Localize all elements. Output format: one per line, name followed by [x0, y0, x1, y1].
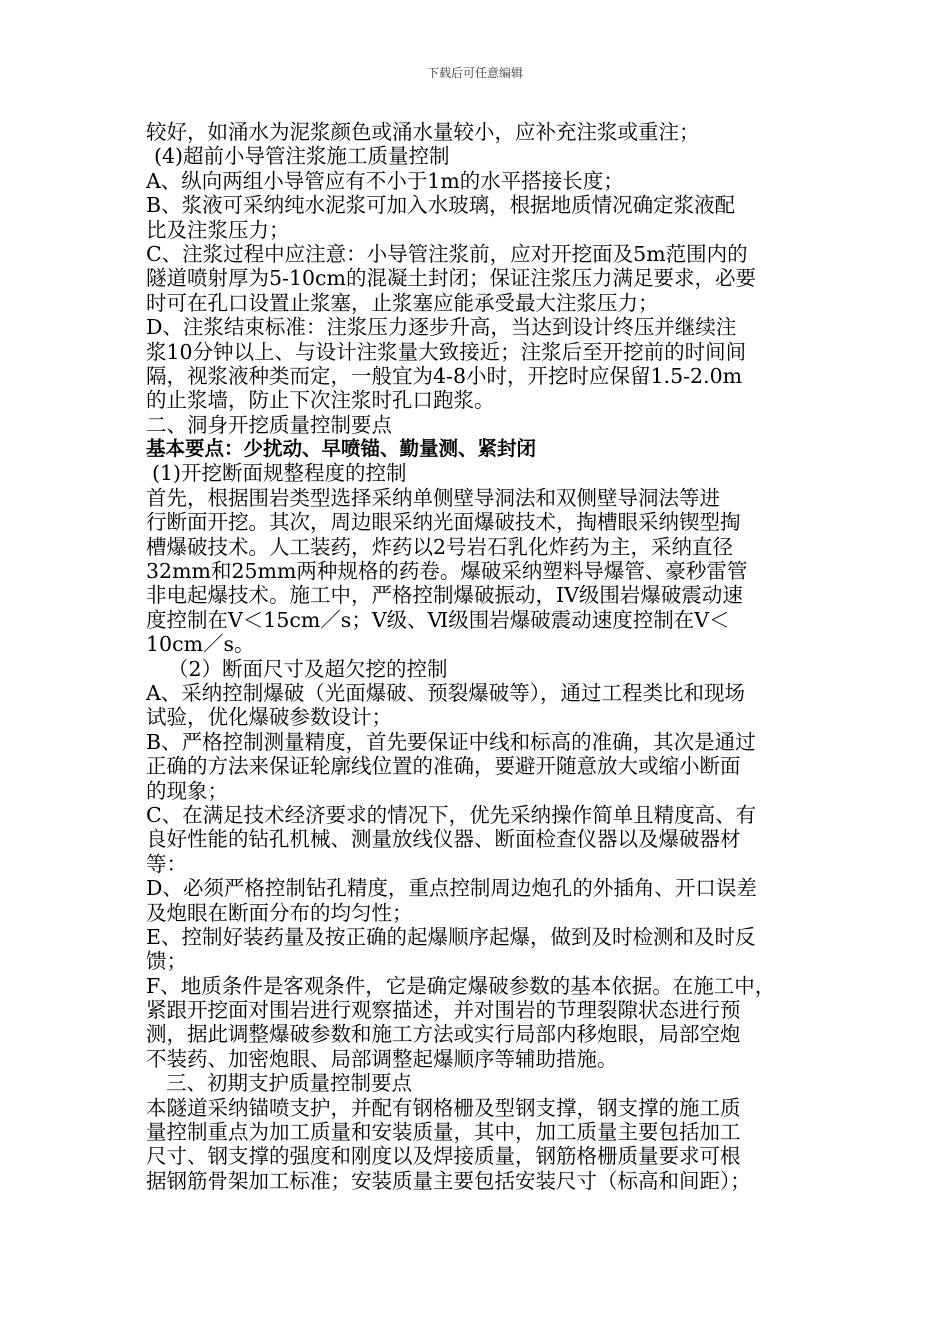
text-line: （2）断面尺寸及超欠挖的控制 — [168, 656, 448, 681]
text-line: 量控制重点为加工质量和安装质量，其中，加工质量主要包括加工 — [146, 1120, 741, 1145]
text-line: 及炮眼在断面分布的均匀性； — [146, 900, 413, 925]
text-line: 二、洞身开挖质量控制要点 — [146, 412, 392, 437]
text-line: 等： — [146, 851, 187, 876]
text-line: 本隧道采纳锚喷支护，并配有钢格栅及型钢支撑，钢支撑的施工质 — [146, 1095, 741, 1120]
text-line: 隔，视浆液种类而定，一般宜为4-8小时，开挖时应保留1.5-2.0m — [146, 363, 743, 388]
document-body — [146, 120, 818, 1193]
text-line: 不装药、加密炮眼、局部调整起爆顺序等辅助措施。 — [146, 1046, 618, 1071]
text-line: D、注浆结束标准：注浆压力逐步升高，当达到设计终压并继续注 — [146, 315, 737, 340]
text-line: 馈； — [146, 949, 187, 974]
text-line: F、地质条件是客观条件，它是确定爆破参数的基本依据。在施工中， — [146, 973, 776, 998]
text-line: 试验，优化爆破参数设计； — [146, 705, 392, 730]
text-line: 三、初期支护质量控制要点 — [166, 1071, 412, 1096]
text-line: (4)超前小导管注浆施工质量控制 — [154, 144, 450, 169]
text-line: 首先，根据围岩类型选择采纳单侧壁导洞法和双侧壁导洞法等进 — [146, 485, 720, 510]
text-line: D、必须严格控制钻孔精度，重点控制周边炮孔的外插角、开口误差 — [146, 876, 757, 901]
text-line: C、在满足技术经济要求的情况下，优先采纳操作简单且精度高、有 — [146, 802, 757, 827]
text-line: A、纵向两组小导管应有不小于1m的水平搭接长度； — [146, 168, 624, 193]
page-header: 下载后可任意编辑 — [426, 66, 523, 80]
text-line: 槽爆破技术。人工装药，炸药以2号岩石乳化炸药为主，采纳直径 — [146, 534, 734, 559]
text-line: 10cm／s。 — [146, 632, 255, 657]
text-line: (1)开挖断面规整程度的控制 — [152, 461, 407, 486]
text-line: 时可在孔口设置止浆塞，止浆塞应能承受最大注浆压力； — [146, 290, 659, 315]
text-line: 测，据此调整爆破参数和施工方法或实行局部内移炮眼，局部空炮 — [146, 1022, 741, 1047]
text-line: 较好，如涌水为泥浆颜色或涌水量较小，应补充注浆或重注； — [146, 120, 700, 144]
text-line: 尺寸、钢支撑的强度和刚度以及焊接质量，钢筋格栅质量要求可根 — [146, 1144, 741, 1169]
text-line: A、采纳控制爆破（光面爆破、预裂爆破等），通过工程类比和现场 — [146, 680, 746, 705]
text-line: 行断面开挖。其次，周边眼采纳光面爆破技术，掏槽眼采纳锲型掏 — [146, 510, 741, 535]
text-line: 良好性能的钻孔机械、测量放线仪器、断面检查仪器以及爆破器材 — [146, 827, 741, 852]
text-line: 浆10分钟以上、与设计注浆量大致接近；注浆后至开挖前的时间间 — [146, 339, 747, 364]
text-line: E、控制好装药量及按正确的起爆顺序起爆，做到及时检测和及时反 — [146, 924, 756, 949]
text-line: 隧道喷射厚为5-10cm的混凝土封闭；保证注浆压力满足要求，必要 — [146, 266, 756, 291]
text-line: C、注浆过程中应注意：小导管注浆前，应对开挖面及5m范围内的 — [146, 241, 748, 266]
text-line: 度控制在Ⅴ＜15cm／s；Ⅴ级、Ⅵ级围岩爆破震动速度控制在Ⅴ＜ — [146, 607, 730, 632]
text-line: B、浆液可采纳纯水泥浆可加入水玻璃，根据地质情况确定浆液配 — [146, 193, 736, 218]
text-line: 32mm和25mm两种规格的药卷。爆破采纳塑料导爆管、豪秒雷管 — [146, 559, 748, 584]
text-line: 比及注浆压力； — [146, 217, 290, 242]
bold-heading-line: 基本要点：少扰动、早喷锚、勤量测、紧封闭 — [146, 437, 537, 461]
text-line: 正确的方法来保证轮廓线位置的准确，要避开随意放大或缩小断面 — [146, 754, 741, 779]
text-line: 的止浆墙，防止下次注浆时孔口跑浆。 — [146, 388, 495, 413]
text-line: 的现象； — [146, 778, 228, 803]
text-line: B、严格控制测量精度，首先要保证中线和标高的准确，其次是通过 — [146, 729, 756, 754]
text-line: 紧跟开挖面对围岩进行观察描述，并对围岩的节理裂隙状态进行预 — [146, 998, 741, 1023]
text-line: 据钢筋骨架加工标准；安装质量主要包括安装尺寸（标高和间距）； — [146, 1168, 751, 1193]
text-line: 非电起爆技术。施工中，严格控制爆破振动，IV级围岩爆破震动速 — [146, 583, 743, 608]
